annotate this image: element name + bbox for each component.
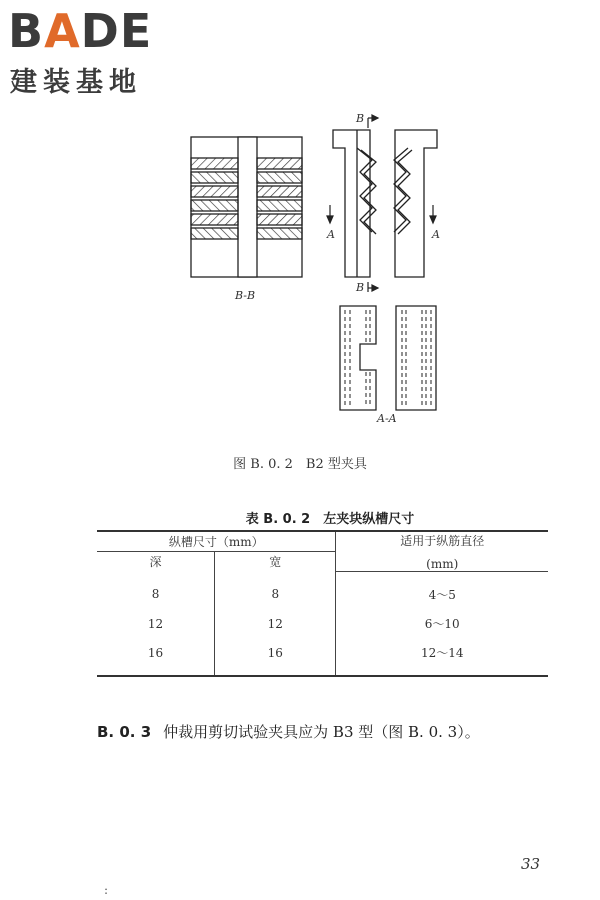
- cell-diameter: 6～10: [424, 617, 460, 631]
- cell-width: 16: [215, 638, 336, 676]
- header-groove-size: 纵槽尺寸（mm）: [97, 531, 336, 552]
- cell-width: 8: [215, 572, 336, 610]
- cell-depth: 8: [97, 572, 215, 610]
- section-text: 仲裁用剪切试验夹具应为 B3 型（图 B. 0. 3）。: [163, 723, 480, 741]
- right-jaw-elevation: [394, 130, 437, 277]
- section-b-bottom-label: B: [356, 281, 365, 294]
- stray-mark: :: [104, 883, 109, 897]
- b2-clamp-drawing: [0, 0, 600, 440]
- section-a-right-label: A: [432, 228, 440, 241]
- header-diameter: [336, 531, 548, 572]
- groove-size-table: [97, 530, 548, 677]
- table-row: [97, 638, 548, 676]
- bb-section-view: [191, 137, 302, 277]
- page-number: 33: [521, 855, 541, 873]
- cell-depth: 16: [97, 638, 215, 676]
- header-diameter-label: 适用于纵筋直径: [400, 534, 485, 548]
- header-width: 宽: [215, 552, 336, 572]
- cell-diameter: 12～14: [420, 646, 464, 660]
- table-title: 表 B. 0. 2 左夹块纵槽尺寸: [245, 512, 415, 527]
- left-jaw-elevation: [333, 130, 376, 277]
- table-row: [97, 609, 548, 638]
- header-depth: 深: [97, 552, 215, 572]
- figure-caption: 图 B. 0. 2 B2 型夹具: [233, 457, 367, 472]
- aa-section-view: [340, 306, 436, 410]
- cell-depth: 12: [97, 609, 215, 638]
- brand-logo: BADE: [8, 4, 153, 58]
- bb-section-label: B-B: [235, 289, 256, 302]
- aa-section-label: A-A: [377, 412, 397, 425]
- section-a-left-label: A: [327, 228, 335, 241]
- table-row: [97, 572, 548, 610]
- section-b-top-label: B: [356, 112, 365, 125]
- cell-diameter: 4～5: [428, 588, 456, 602]
- section-b03-paragraph: [97, 721, 480, 742]
- cell-width: 12: [215, 609, 336, 638]
- brand-logo-subtitle: 建装基地: [10, 67, 142, 98]
- header-diameter-unit: (mm): [426, 557, 459, 571]
- section-number: B. 0. 3: [97, 723, 152, 741]
